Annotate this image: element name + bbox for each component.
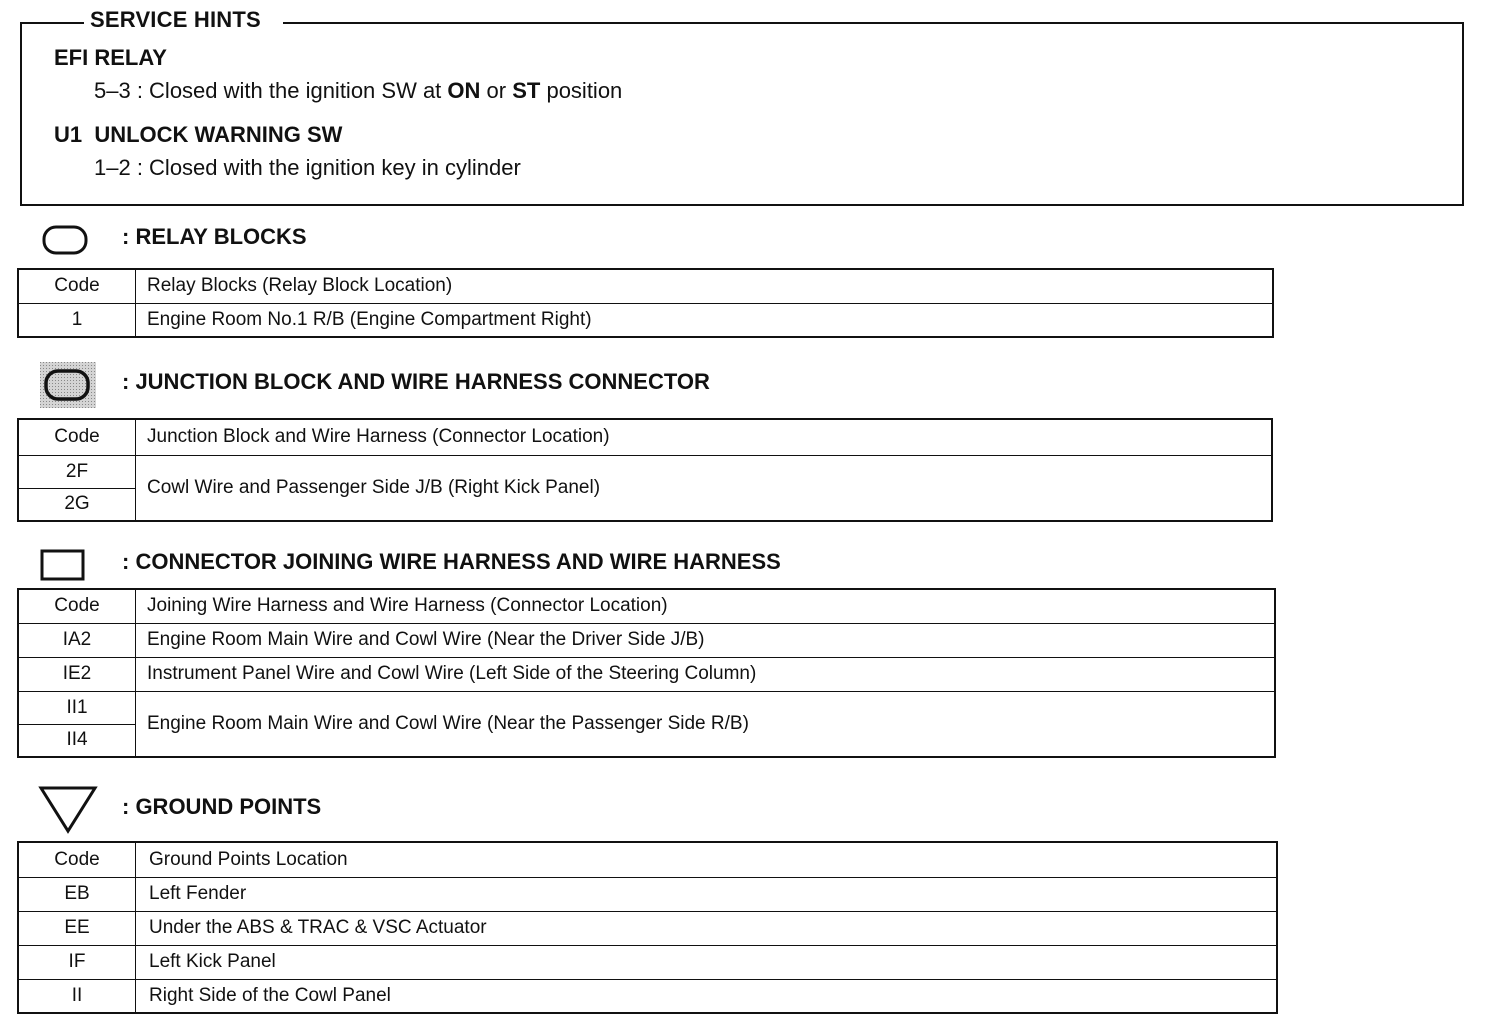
code-cell: 1	[18, 303, 136, 337]
code-cell: II4	[18, 724, 136, 757]
connector-symbol-icon	[40, 548, 86, 587]
code-cell: IA2	[18, 623, 136, 657]
location-cell: Left Kick Panel	[136, 945, 1278, 979]
ground-points-heading: : GROUND POINTS	[122, 794, 322, 819]
relay-blocks-table	[17, 268, 1274, 338]
unlock-warning-heading: U1 UNLOCK WARNING SW	[54, 122, 343, 147]
code-header: Code	[18, 269, 136, 303]
table-header-row	[18, 269, 1273, 303]
efi-relay-hint-mid: or	[480, 78, 513, 103]
table-header-row	[18, 589, 1275, 623]
junction-blocks-heading: : JUNCTION BLOCK AND WIRE HARNESS CONNECTOR	[122, 369, 710, 394]
code-cell: IE2	[18, 657, 136, 691]
code-cell: EB	[18, 877, 136, 911]
efi-relay-hint-suffix: position	[540, 78, 623, 103]
service-hints-title: SERVICE HINTS	[84, 7, 283, 33]
junction-blocks-table	[17, 418, 1273, 522]
code-cell: EE	[18, 911, 136, 945]
location-cell: Instrument Panel Wire and Cowl Wire (Left Side of the Steering Column)	[136, 657, 1276, 691]
code-header: Code	[18, 419, 136, 455]
efi-relay-hint-st: ST	[512, 78, 541, 103]
table-row	[18, 303, 1273, 337]
table-row	[18, 623, 1275, 657]
efi-relay-heading: EFI RELAY	[54, 45, 167, 70]
efi-relay-hint	[94, 78, 622, 104]
code-header: Code	[18, 589, 136, 623]
location-header: Relay Blocks (Relay Block Location)	[136, 269, 1274, 303]
location-cell: Engine Room Main Wire and Cowl Wire (Near the Driver Side J/B)	[136, 623, 1276, 657]
code-cell: 2G	[18, 488, 136, 521]
location-cell: Right Side of the Cowl Panel	[136, 979, 1278, 1013]
code-cell: II1	[18, 691, 136, 724]
location-header: Junction Block and Wire Harness (Connector Location)	[136, 419, 1273, 455]
location-cell: Engine Room Main Wire and Cowl Wire (Near the Passenger Side R/B)	[136, 691, 1276, 757]
location-cell: Engine Room No.1 R/B (Engine Compartment Right)	[136, 303, 1274, 337]
unlock-warning-hint: 1–2 : Closed with the ignition key in cylinder	[94, 155, 521, 180]
ground-point-symbol-icon	[38, 785, 98, 840]
table-row	[18, 691, 1275, 724]
junction-block-symbol-icon	[40, 362, 96, 413]
code-cell: 2F	[18, 455, 136, 488]
location-header: Joining Wire Harness and Wire Harness (Connector Location)	[136, 589, 1276, 623]
relay-blocks-heading: : RELAY BLOCKS	[122, 224, 307, 249]
relay-block-symbol-icon	[42, 224, 88, 261]
efi-relay-hint-on: ON	[447, 78, 481, 103]
code-cell: IF	[18, 945, 136, 979]
table-row	[18, 979, 1277, 1013]
location-cell: Cowl Wire and Passenger Side J/B (Right Kick Panel)	[136, 455, 1273, 521]
connectors-table	[17, 588, 1276, 758]
table-header-row	[18, 419, 1272, 455]
table-row	[18, 657, 1275, 691]
ground-points-table	[17, 841, 1278, 1014]
table-row	[18, 945, 1277, 979]
location-header: Ground Points Location	[136, 842, 1278, 877]
code-header: Code	[18, 842, 136, 877]
table-header-row	[18, 842, 1277, 877]
table-row	[18, 877, 1277, 911]
location-cell: Left Fender	[136, 877, 1278, 911]
connectors-heading: : CONNECTOR JOINING WIRE HARNESS AND WIRE HARNESS	[122, 549, 781, 574]
efi-relay-hint-prefix: 5–3 : Closed with the ignition SW at	[94, 78, 448, 103]
code-cell: II	[18, 979, 136, 1013]
location-cell: Under the ABS & TRAC & VSC Actuator	[136, 911, 1278, 945]
table-row	[18, 911, 1277, 945]
table-row	[18, 455, 1272, 488]
